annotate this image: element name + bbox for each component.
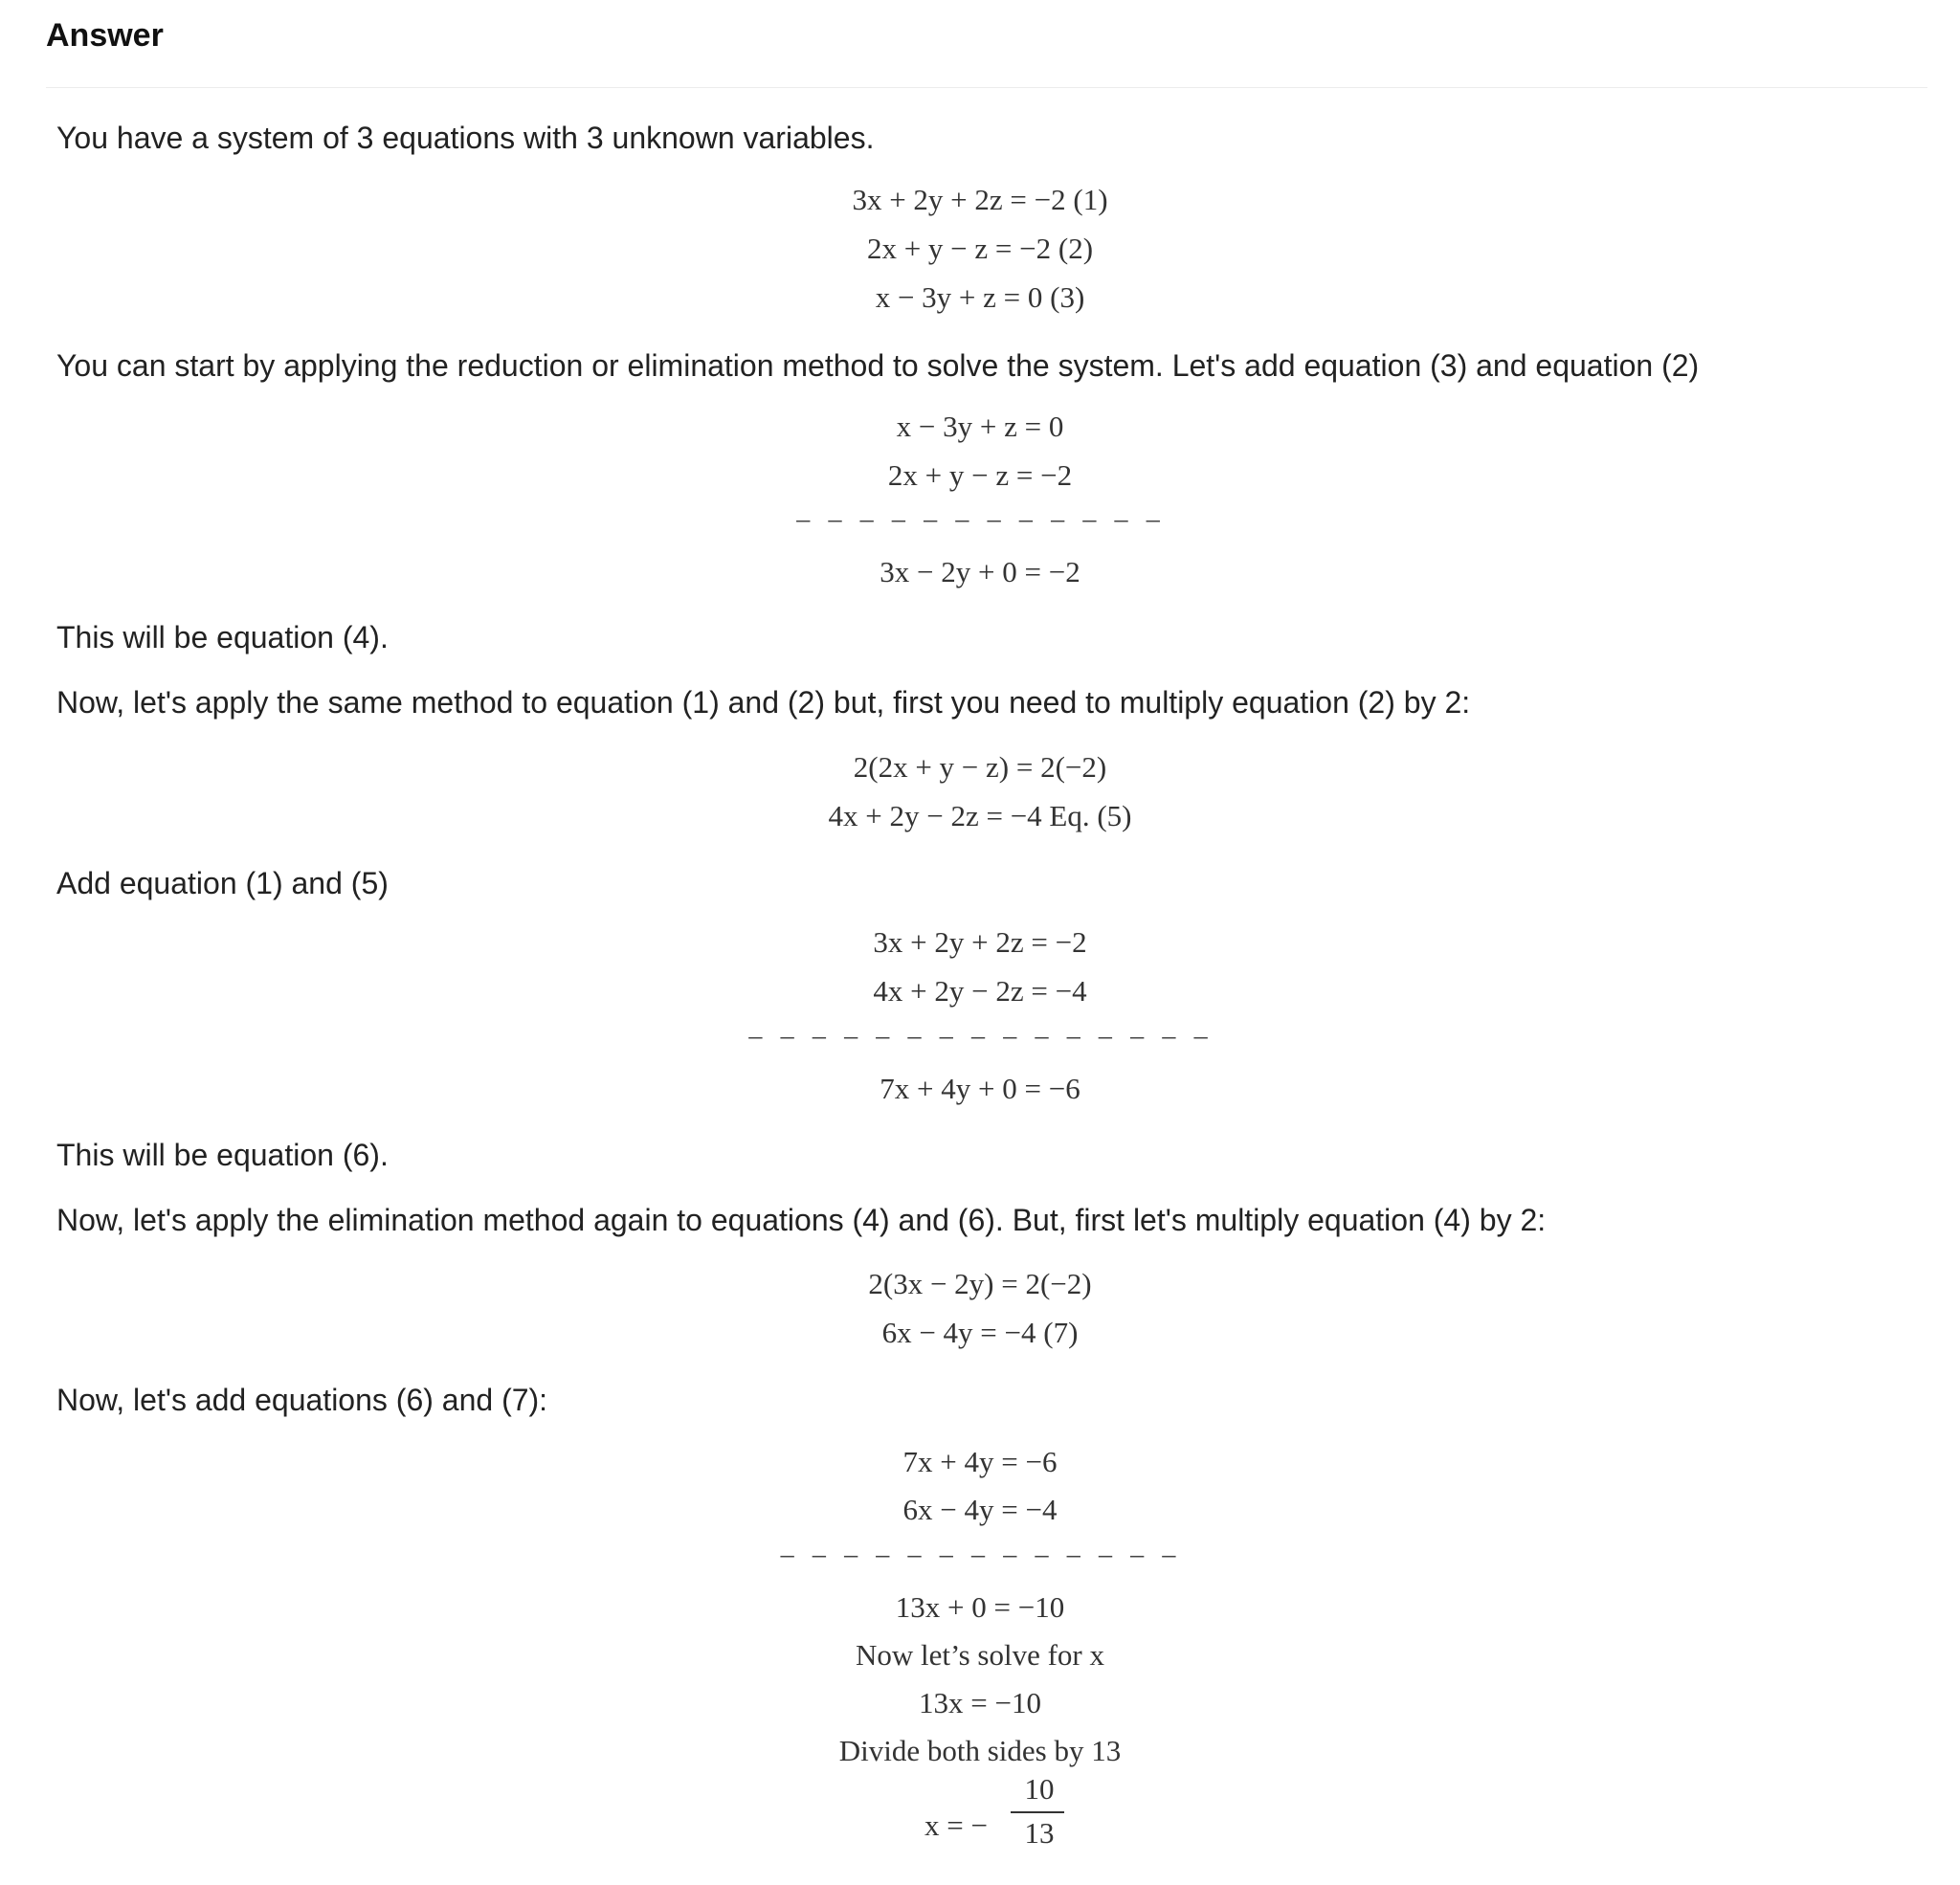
equation-4-note: This will be equation (4). bbox=[56, 620, 389, 654]
add1-result: 3x − 2y + 0 = −2 bbox=[880, 555, 1080, 588]
answer-heading: Answer bbox=[46, 17, 164, 54]
add3-result: 13x + 0 = −10 bbox=[895, 1590, 1065, 1624]
solve-for-x-text: Now let’s solve for x bbox=[855, 1638, 1105, 1672]
fraction-numerator: 10 bbox=[1024, 1772, 1055, 1806]
intro-text: You have a system of 3 equations with 3 unknown variables. bbox=[56, 121, 875, 155]
multiply-4-intro-text: Now, let's apply the elimination method again to equations (4) and (6). But, first let's multiply equation (4) by 2: bbox=[56, 1203, 1547, 1237]
equation-6-note: This will be equation (6). bbox=[56, 1138, 389, 1172]
fraction-denominator: 13 bbox=[1024, 1816, 1055, 1850]
add1-line-a: x − 3y + z = 0 bbox=[896, 410, 1064, 443]
mul2-line-b: 6x − 4y = −4 (7) bbox=[881, 1316, 1079, 1349]
add3-separator: − − − − − − − − − − − − − bbox=[778, 1540, 1182, 1573]
elimination-intro-text: You can start by applying the reduction or elimination method to solve the system. Let's add equation (3) and equation (2) bbox=[56, 348, 1700, 383]
final-answer bbox=[0, 1772, 1960, 1877]
multiply-2-intro-text: Now, let's apply the same method to equation (1) and (2) but, first you need to multiply equation (2) by 2: bbox=[56, 685, 1471, 720]
add1-line-b: 2x + y − z = −2 bbox=[887, 458, 1073, 492]
add3-line-a: 7x + 4y = −6 bbox=[902, 1445, 1058, 1478]
add2-result: 7x + 4y + 0 = −6 bbox=[880, 1072, 1080, 1105]
equation-3: x − 3y + z = 0 (3) bbox=[875, 280, 1085, 314]
equation-2: 2x + y − z = −2 (2) bbox=[866, 232, 1094, 265]
add3-line-b: 6x − 4y = −4 bbox=[902, 1493, 1058, 1526]
final-lhs: x = − bbox=[924, 1808, 988, 1842]
add2-line-b: 4x + 2y − 2z = −4 bbox=[873, 974, 1087, 1008]
mul1-line-a: 2(2x + y − z) = 2(−2) bbox=[853, 750, 1107, 784]
fraction-bar bbox=[1011, 1811, 1064, 1813]
add1-separator: − − − − − − − − − − − − bbox=[794, 504, 1166, 538]
add2-line-a: 3x + 2y + 2z = −2 bbox=[873, 925, 1087, 959]
mul2-line-a: 2(3x − 2y) = 2(−2) bbox=[868, 1267, 1092, 1300]
equation-1: 3x + 2y + 2z = −2 (1) bbox=[852, 183, 1108, 216]
add-1-and-5-text: Add equation (1) and (5) bbox=[56, 866, 389, 900]
solve-equation: 13x = −10 bbox=[919, 1686, 1041, 1719]
mul1-line-b: 4x + 2y − 2z = −4 Eq. (5) bbox=[828, 799, 1132, 832]
add-6-and-7-text: Now, let's add equations (6) and (7): bbox=[56, 1383, 548, 1417]
add2-separator: − − − − − − − − − − − − − − − bbox=[746, 1021, 1214, 1054]
heading-divider bbox=[46, 87, 1927, 88]
divide-text: Divide both sides by 13 bbox=[838, 1734, 1122, 1767]
